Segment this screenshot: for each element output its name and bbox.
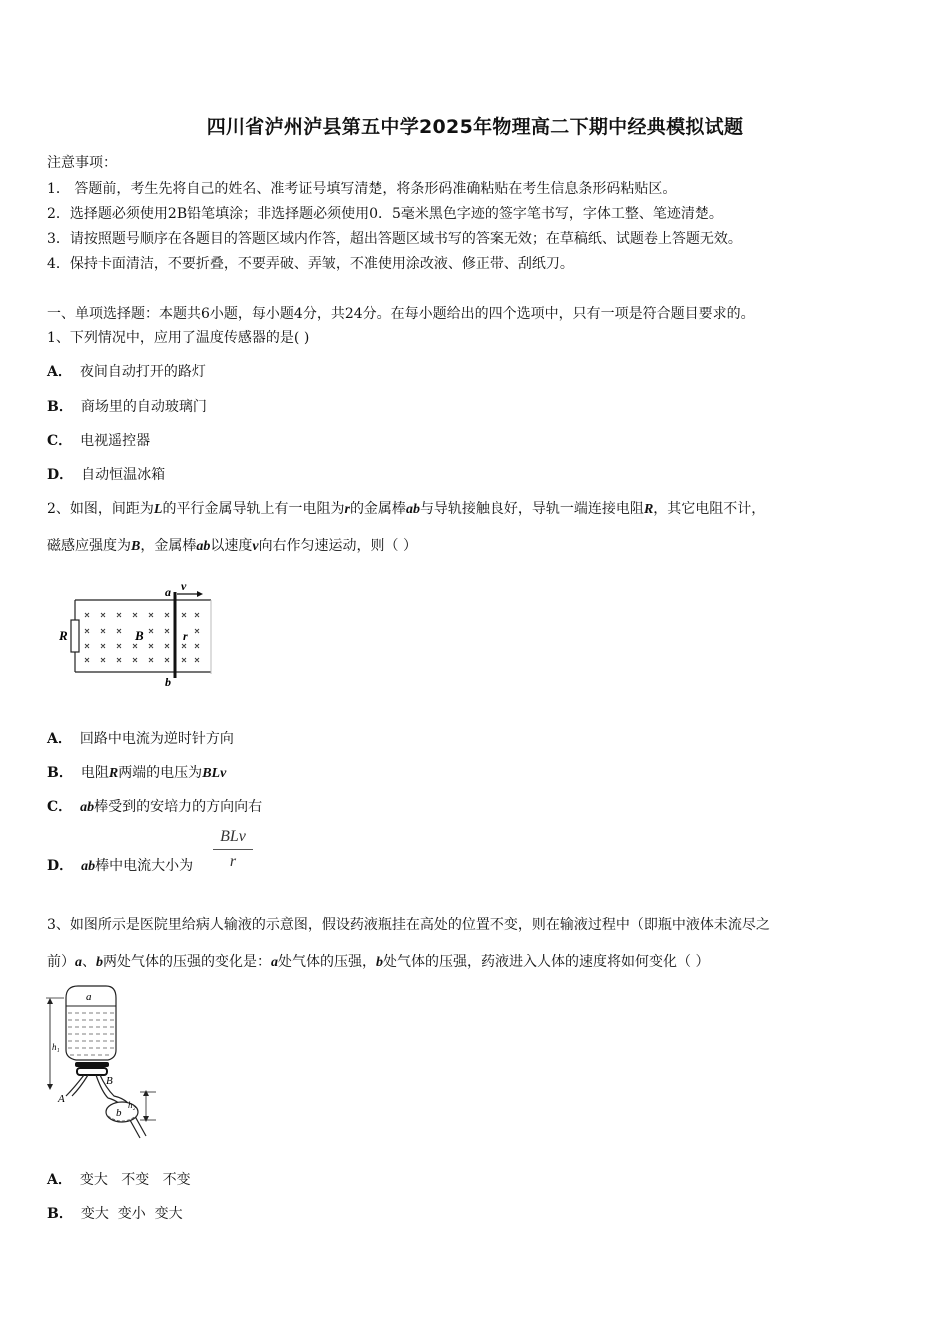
tube-A-label: A — [58, 1093, 65, 1105]
point-a-label: a — [165, 585, 171, 599]
q3-option-a — [47, 1169, 191, 1189]
option-label: D． — [47, 858, 74, 874]
q1-option-c — [47, 430, 150, 450]
q3-stem-line1: 3、如图所示是医院里给病人输液的示意图，假设药液瓶挂在高处的位置不变，则在输液过程中（即瓶中液体未流尽之 — [47, 917, 770, 933]
notice-item: 1． 答题前，考生先将自己的姓名、准考证号填写清楚，将条形码准确粘贴在考生信息条形码粘贴区。 — [47, 181, 677, 197]
notice-item: 3．请按照题号顺序在各题目的答题区域内作答，超出答题区域书写的答案无效；在草稿纸、试题卷上答题无效。 — [47, 231, 742, 247]
option-text: 夜间自动打开的路灯 — [79, 364, 206, 380]
q3-stem-line2: 前）a、b两处气体的压强的变化是：a处气体的压强，b处气体的压强，药液进入人体的速度将如何变化（ ） — [47, 954, 710, 970]
page-title: 四川省泸州泸县第五中学2025年物理高二下期中经典模拟试题 — [206, 116, 744, 138]
q2-option-d: D． ab棒中电流大小为 — [47, 858, 194, 874]
bar-r-label: r — [183, 629, 188, 643]
notice-item: 4．保持卡面清洁，不要折叠，不要弄破、弄皱，不准使用涂改液、修正带、刮纸刀。 — [47, 256, 574, 272]
q1-stem: 1、下列情况中，应用了温度传感器的是( ) — [47, 330, 310, 346]
option-text: 电视遥控器 — [80, 433, 151, 449]
option-text: 自动恒温冰箱 — [81, 467, 166, 483]
q3-option-b — [47, 1203, 183, 1223]
fraction-numerator: BLv — [213, 828, 253, 850]
bottle-a-label: a — [86, 991, 92, 1003]
q1-option-d — [47, 464, 165, 484]
option-label: D． — [47, 467, 74, 483]
option-text: 商场里的自动玻璃门 — [80, 399, 207, 415]
option-text: 回路中电流为逆时针方向 — [79, 731, 234, 747]
q3-infusion-figure — [44, 980, 174, 1145]
option-text: 变大 不变 不变 — [79, 1172, 191, 1188]
option-label: C． — [47, 799, 73, 815]
tube-B-label: B — [106, 1075, 113, 1087]
q2-stem-line2: 磁感应强度为B，金属棒ab以速度v向右作匀速运动，则（ ） — [47, 538, 418, 554]
option-label: A． — [47, 731, 72, 747]
option-label: B． — [47, 1206, 73, 1222]
fraction-denominator: r — [229, 853, 237, 870]
q1-option-b — [47, 396, 207, 416]
option-label: A． — [47, 1172, 72, 1188]
q2-option-a — [47, 728, 234, 748]
q2-stem-line1: 2、如图，间距为L的平行金属导轨上有一电阻为r的金属棒ab与导轨接触良好，导轨一端连接电阻R，其它电阻不计， — [47, 501, 766, 517]
h2-label: h₂ — [128, 1100, 136, 1110]
option-label: B． — [47, 399, 73, 415]
option-label: A． — [47, 364, 72, 380]
q1-option-a — [47, 361, 206, 381]
option-label: C． — [47, 433, 73, 449]
q2-circuit-figure — [55, 578, 220, 688]
q2-option-c: C． ab棒受到的安培力的方向向右 — [47, 799, 263, 815]
chamber-b-label: b — [116, 1107, 122, 1119]
resistor-R-label: R — [59, 628, 68, 643]
section-heading: 一、单项选择题：本题共6小题，每小题4分，共24分。在每小题给出的四个选项中，只有一项是符合题目要求的。 — [47, 306, 755, 322]
notice-heading: 注意事项： — [47, 155, 117, 171]
notice-item: 2．选择题必须使用2B铅笔填涂；非选择题必须使用0．5毫米黑色字迹的签字笔书写，字体工整、笔迹清楚。 — [47, 206, 723, 222]
q2-option-b: B． 电阻R两端的电压为BLv — [47, 765, 227, 781]
current-fraction — [213, 828, 253, 871]
field-B-label: B — [135, 628, 144, 643]
h1-label: h₁ — [52, 1042, 60, 1052]
velocity-v-label: v — [181, 579, 187, 593]
point-b-label: b — [165, 675, 171, 688]
option-text: 变大 变小 变大 — [80, 1206, 183, 1222]
option-label: B． — [47, 765, 73, 781]
